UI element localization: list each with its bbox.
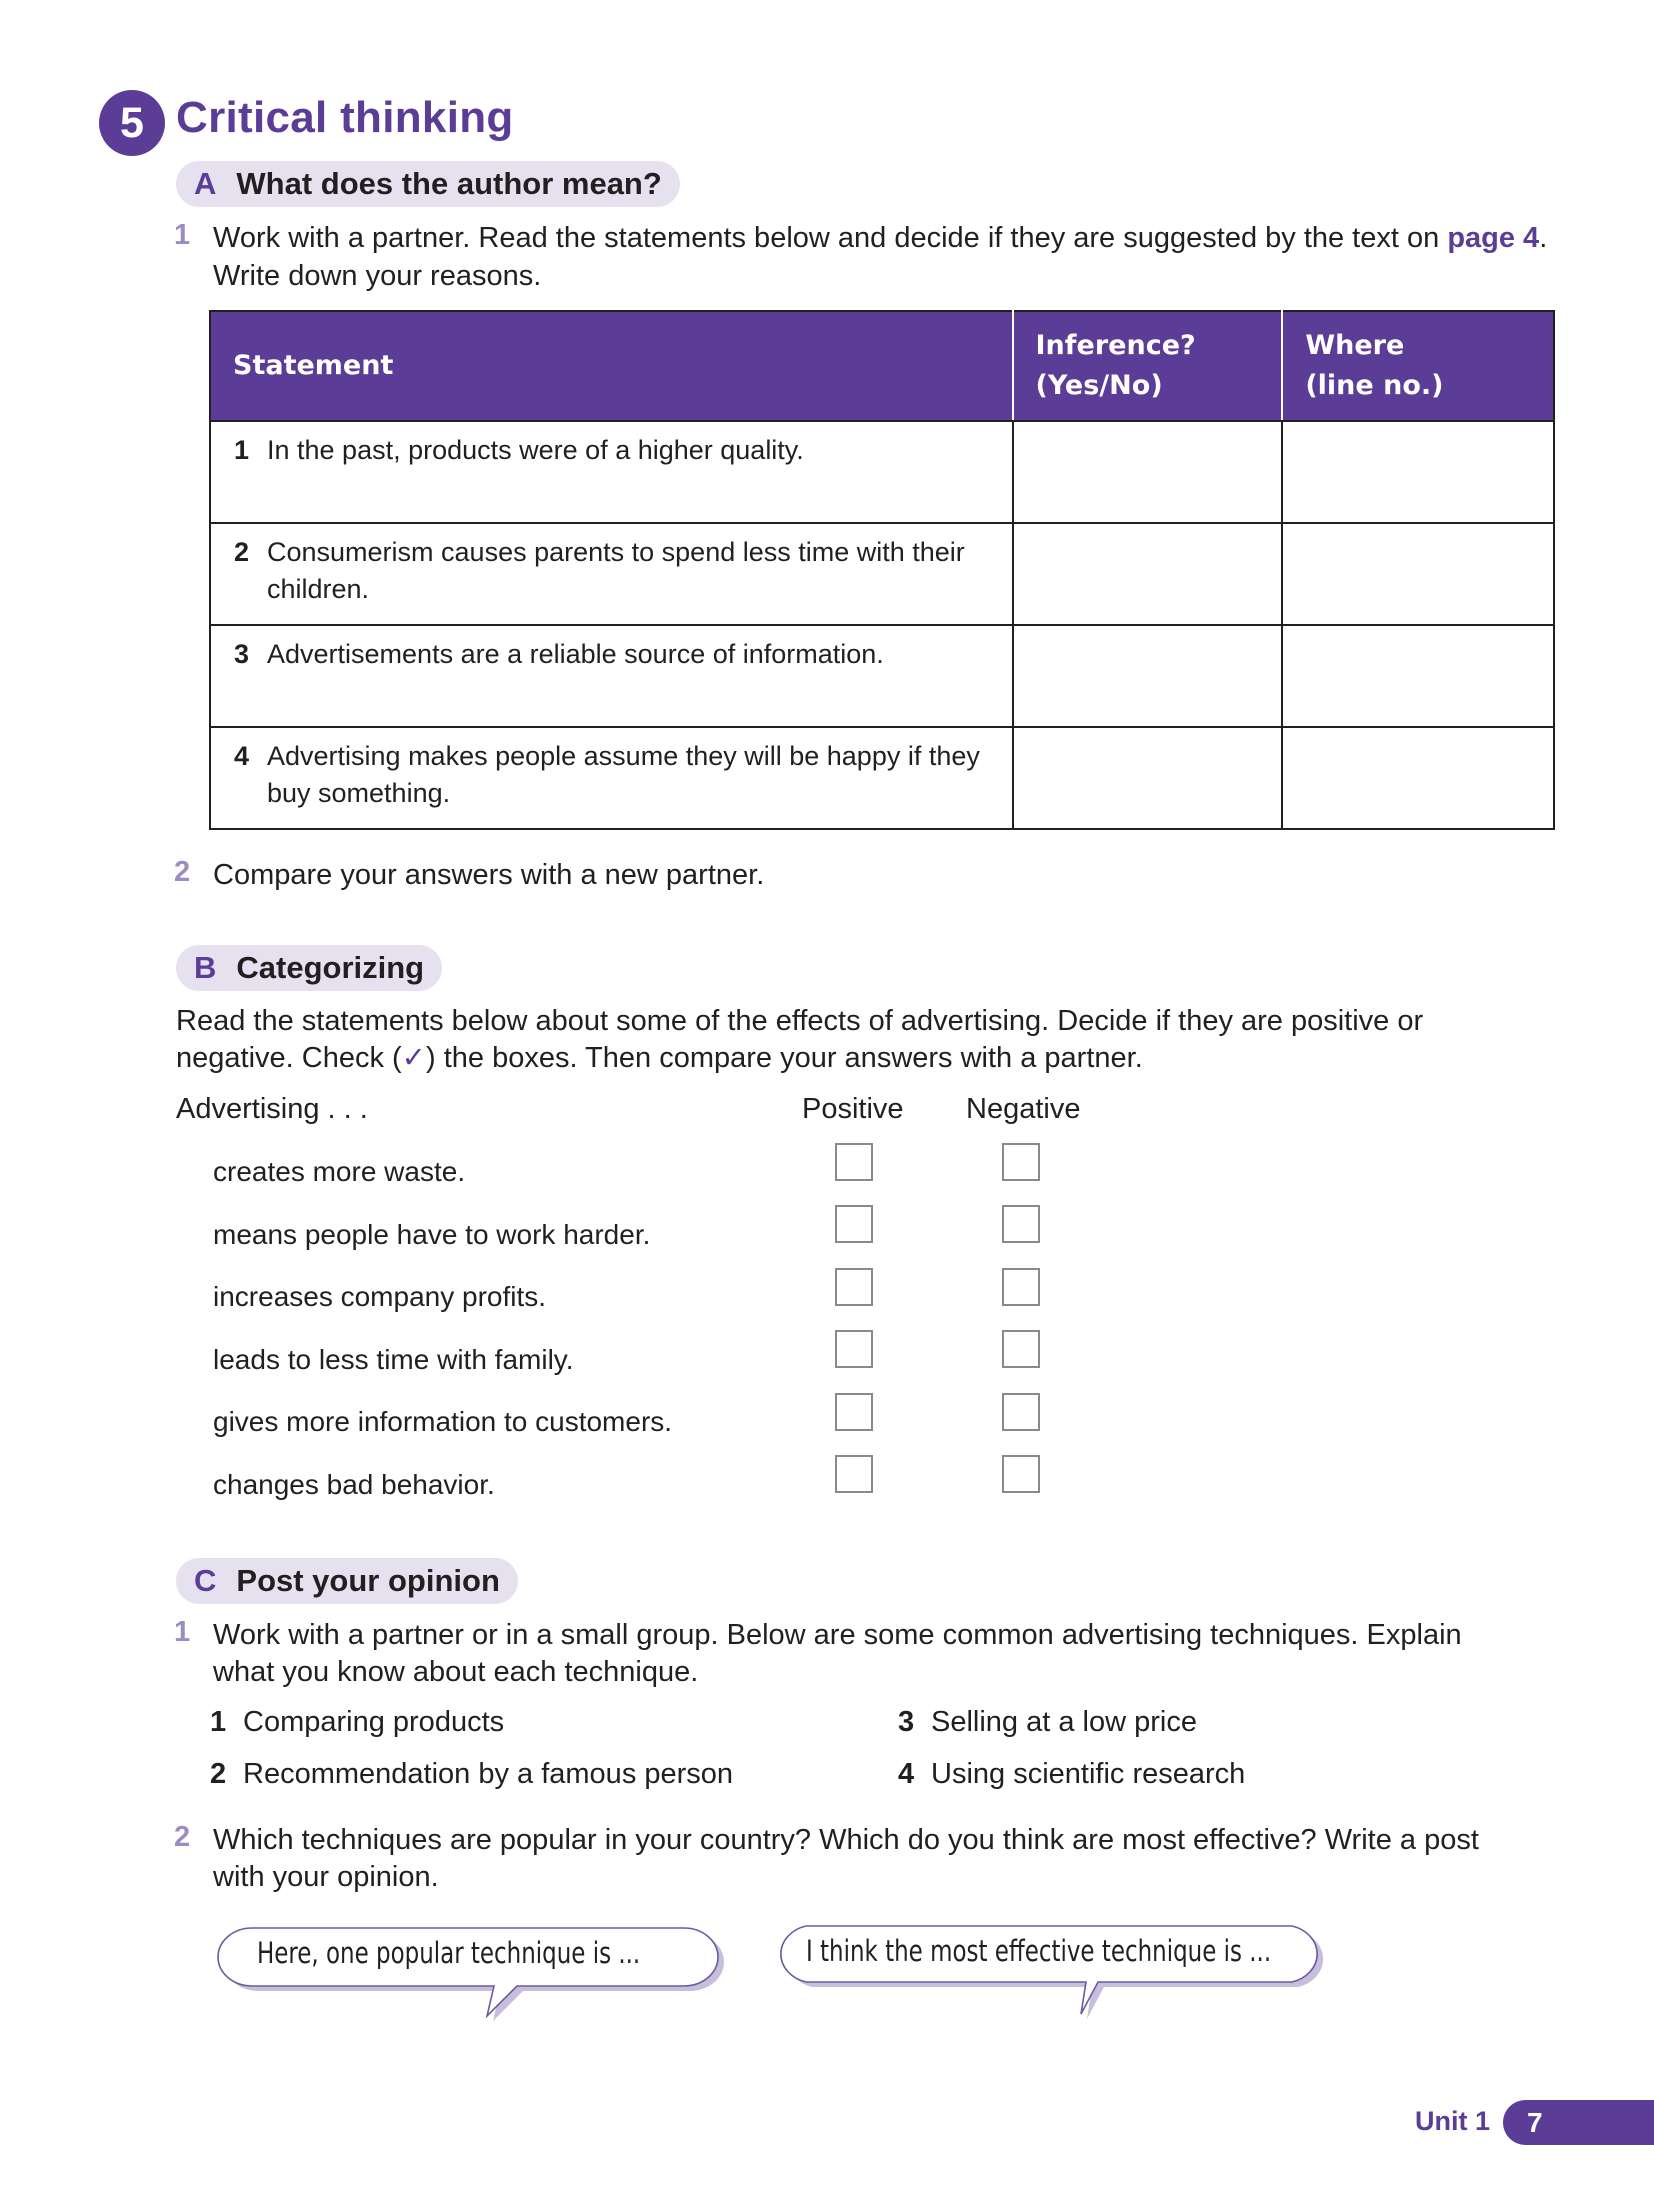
- statement-text: Advertising makes people assume they will be happy if they buy something.: [267, 741, 980, 808]
- positive-checkbox[interactable]: [835, 1143, 873, 1181]
- statement-number: 2: [234, 537, 250, 567]
- inference-cell[interactable]: [1013, 625, 1283, 727]
- technique-number: 1: [210, 1706, 227, 1738]
- technique-item: [898, 1758, 1245, 1791]
- effect-item-label: gives more information to customers.: [213, 1406, 673, 1437]
- task-c1-line1: Work with a partner or in a small group. Below are some common advertising techniques. Explain: [213, 1619, 1462, 1651]
- technique-item: [210, 1706, 504, 1739]
- where-cell[interactable]: [1282, 625, 1554, 727]
- task-c2-line2: with your opinion.: [213, 1861, 439, 1893]
- inference-cell[interactable]: [1013, 421, 1283, 523]
- positive-checkbox[interactable]: [835, 1330, 873, 1368]
- where-cell[interactable]: [1282, 523, 1554, 625]
- positive-checkbox[interactable]: [835, 1455, 873, 1493]
- part-b-heading: [176, 945, 442, 991]
- positive-checkbox[interactable]: [835, 1268, 873, 1306]
- task-c1-line2: what you know about each technique.: [213, 1656, 699, 1688]
- where-cell[interactable]: [1282, 727, 1554, 829]
- technique-text: Using scientific research: [931, 1758, 1246, 1790]
- statement-text: Advertisements are a reliable source of information.: [267, 639, 884, 669]
- technique-text: Comparing products: [243, 1706, 505, 1738]
- check-mark-icon: ✓: [401, 1042, 426, 1074]
- part-c-letter: C: [194, 1563, 217, 1598]
- section-number-badge: 5: [99, 90, 165, 156]
- technique-item: [898, 1706, 1197, 1739]
- statement-number: 4: [234, 741, 250, 771]
- part-a-letter: A: [194, 166, 217, 201]
- technique-item: [210, 1758, 733, 1791]
- table-row: [210, 523, 1554, 625]
- header-inference-line2: (Yes/No): [1035, 370, 1163, 401]
- instruction-text-a: negative. Check (: [176, 1042, 402, 1074]
- positive-checkbox[interactable]: [835, 1393, 873, 1431]
- technique-number: 4: [898, 1758, 915, 1790]
- effect-item-label: creates more waste.: [213, 1156, 466, 1187]
- footer-page-tab: [1503, 2100, 1654, 2145]
- task-a1-text-main: Work with a partner. Read the statements below and decide if they are suggested by the text on: [213, 222, 1440, 254]
- task-c2-number: 2: [174, 1821, 191, 1853]
- part-b-instruction-line2: [176, 1039, 1143, 1077]
- header-where-line1: Where: [1305, 330, 1405, 361]
- page-4-link[interactable]: page 4: [1447, 222, 1540, 254]
- table-row: [210, 727, 1554, 829]
- technique-text: Recommendation by a famous person: [243, 1758, 734, 1790]
- task-c2-line1: Which techniques are popular in your country? Which do you think are most effective? Write a post: [213, 1824, 1479, 1856]
- task-a2-text: Compare your answers with a new partner.: [213, 859, 765, 891]
- statement-text: In the past, products were of a higher quality.: [267, 435, 804, 465]
- part-b-instruction-line1: Read the statements below about some of the effects of advertising. Decide if they are positive or: [176, 1005, 1424, 1037]
- advertising-lead: Advertising . . .: [176, 1093, 368, 1125]
- effect-item-label: leads to less time with family.: [213, 1344, 574, 1375]
- task-a1-text-end: . Write down your reasons.: [213, 222, 1548, 292]
- positive-column-header: Positive: [802, 1093, 904, 1125]
- part-a-title: What does the author mean?: [236, 166, 662, 201]
- header-where-line2: (line no.): [1305, 370, 1444, 401]
- header-inference-line1: Inference?: [1035, 330, 1196, 361]
- technique-number: 3: [898, 1706, 915, 1738]
- header-inference: [1013, 311, 1283, 421]
- technique-number: 2: [210, 1758, 227, 1790]
- part-b-letter: B: [194, 950, 217, 985]
- inference-cell[interactable]: [1013, 523, 1283, 625]
- negative-checkbox[interactable]: [1002, 1143, 1040, 1181]
- part-b-title: Categorizing: [236, 950, 425, 985]
- speech-bubble-1-text: Here, one popular technique is ...: [257, 1936, 641, 1970]
- task-a1-number: 1: [174, 219, 191, 251]
- instruction-text-b: ) the boxes. Then compare your answers with a partner.: [425, 1042, 1143, 1074]
- part-c-heading: [176, 1558, 518, 1604]
- task-a1-text: [213, 219, 1573, 295]
- statement-number: 3: [234, 639, 250, 669]
- negative-checkbox[interactable]: [1002, 1268, 1040, 1306]
- section-title: Critical thinking: [176, 93, 514, 142]
- effect-item-label: means people have to work harder.: [213, 1219, 651, 1250]
- part-a-heading: [176, 161, 680, 207]
- header-statement: Statement: [210, 311, 1013, 421]
- task-c1-number: 1: [174, 1616, 191, 1648]
- technique-text: Selling at a low price: [931, 1706, 1197, 1738]
- speech-bubble-1: [212, 1920, 732, 2030]
- effect-item-label: increases company profits.: [213, 1281, 547, 1312]
- task-a2-number: 2: [174, 856, 191, 888]
- header-where: [1282, 311, 1554, 421]
- table-row: [210, 421, 1554, 523]
- negative-column-header: Negative: [966, 1093, 1081, 1125]
- statement-number: 1: [234, 435, 250, 465]
- where-cell[interactable]: [1282, 421, 1554, 523]
- inference-table: [209, 310, 1555, 830]
- speech-bubble-2-text: I think the most effective technique is ...: [806, 1934, 1272, 1968]
- effect-item-label: changes bad behavior.: [213, 1469, 495, 1500]
- inference-cell[interactable]: [1013, 727, 1283, 829]
- negative-checkbox[interactable]: [1002, 1455, 1040, 1493]
- negative-checkbox[interactable]: [1002, 1330, 1040, 1368]
- footer-page-number: 7: [1527, 2107, 1543, 2138]
- statement-text: Consumerism causes parents to spend less time with their children.: [267, 537, 965, 604]
- negative-checkbox[interactable]: [1002, 1393, 1040, 1431]
- table-row: [210, 625, 1554, 727]
- table-header-row: [210, 311, 1554, 421]
- statement-cell: [210, 625, 1013, 727]
- statement-cell: [210, 727, 1013, 829]
- statement-cell: [210, 523, 1013, 625]
- speech-bubble-2: [768, 1920, 1338, 2030]
- statement-cell: [210, 421, 1013, 523]
- part-c-title: Post your opinion: [236, 1563, 500, 1598]
- positive-checkbox[interactable]: [835, 1205, 873, 1243]
- footer-unit-label: Unit 1: [1415, 2106, 1491, 2136]
- negative-checkbox[interactable]: [1002, 1205, 1040, 1243]
